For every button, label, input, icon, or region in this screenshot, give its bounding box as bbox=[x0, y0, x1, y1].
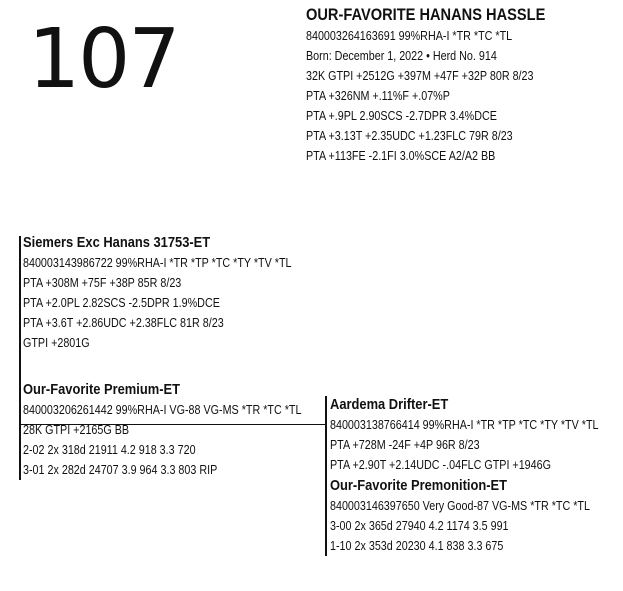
animal-line: 840003264163691 99%RHA-I *TR *TC *TL bbox=[306, 29, 513, 43]
dam-line: 28K GTPI +2165G BB bbox=[23, 423, 130, 437]
maternal-grandsire-line: 840003138766414 99%RHA-I *TR *TP *TC *TY *TV *TL bbox=[330, 418, 599, 432]
sire-line: GTPI +2801G bbox=[23, 336, 90, 350]
sire-name: Siemers Exc Hanans 31753-ET bbox=[23, 234, 211, 251]
dam-block bbox=[23, 380, 347, 480]
pedigree-line-sire bbox=[19, 236, 21, 398]
animal-line: PTA +3.13T +2.35UDC +1.23FLC 79R 8/23 bbox=[306, 129, 513, 143]
sire-line: PTA +308M +75F +38P 85R 8/23 bbox=[23, 276, 182, 290]
dam-name: Our-Favorite Premium-ET bbox=[23, 381, 180, 398]
maternal-grandsire-name: Aardema Drifter-ET bbox=[330, 396, 449, 413]
sire-block bbox=[23, 233, 335, 353]
maternal-grandsire-block bbox=[330, 395, 623, 475]
pedigree-line-dam bbox=[19, 380, 21, 480]
sire-line: PTA +3.6T +2.86UDC +2.38FLC 81R 8/23 bbox=[23, 316, 224, 330]
sire-line: 840003143986722 99%RHA-I *TR *TP *TC *TY *TV *TL bbox=[23, 256, 292, 270]
animal-block bbox=[306, 4, 584, 166]
maternal-granddam-name: Our-Favorite Premonition-ET bbox=[330, 477, 508, 494]
sire-line: PTA +2.0PL 2.82SCS -2.5DPR 1.9%DCE bbox=[23, 296, 220, 310]
lot-number: 107 bbox=[28, 12, 179, 107]
maternal-grandsire-line: PTA +728M -24F +4P 96R 8/23 bbox=[330, 438, 480, 452]
animal-line: PTA +.9PL 2.90SCS -2.7DPR 3.4%DCE bbox=[306, 109, 497, 123]
animal-line: Born: December 1, 2022 • Herd No. 914 bbox=[306, 49, 497, 63]
maternal-granddam-line: 1-10 2x 353d 20230 4.1 838 3.3 675 bbox=[330, 539, 504, 553]
animal-name: OUR-FAVORITE HANANS HASSLE bbox=[306, 5, 546, 24]
dam-line: 840003206261442 99%RHA-I VG-88 VG-MS *TR *TC *TL bbox=[23, 403, 302, 417]
maternal-granddam-line: 3-00 2x 365d 27940 4.2 1174 3.5 991 bbox=[330, 519, 509, 533]
maternal-granddam-block bbox=[330, 476, 623, 556]
dam-line: 2-02 2x 318d 21911 4.2 918 3.3 720 bbox=[23, 443, 196, 457]
dam-line: 3-01 2x 282d 24707 3.9 964 3.3 803 RIP bbox=[23, 463, 218, 477]
maternal-granddam-line: 840003146397650 Very Good-87 VG-MS *TR *TC *TL bbox=[330, 499, 590, 513]
animal-line: PTA +326NM +.11%F +.07%P bbox=[306, 89, 450, 103]
animal-line: 32K GTPI +2512G +397M +47F +32P 80R 8/23 bbox=[306, 69, 534, 83]
maternal-grandsire-line: PTA +2.90T +2.14UDC -.04FLC GTPI +1946G bbox=[330, 458, 551, 472]
animal-line: PTA +113FE -2.1FI 3.0%SCE A2/A2 BB bbox=[306, 149, 496, 163]
